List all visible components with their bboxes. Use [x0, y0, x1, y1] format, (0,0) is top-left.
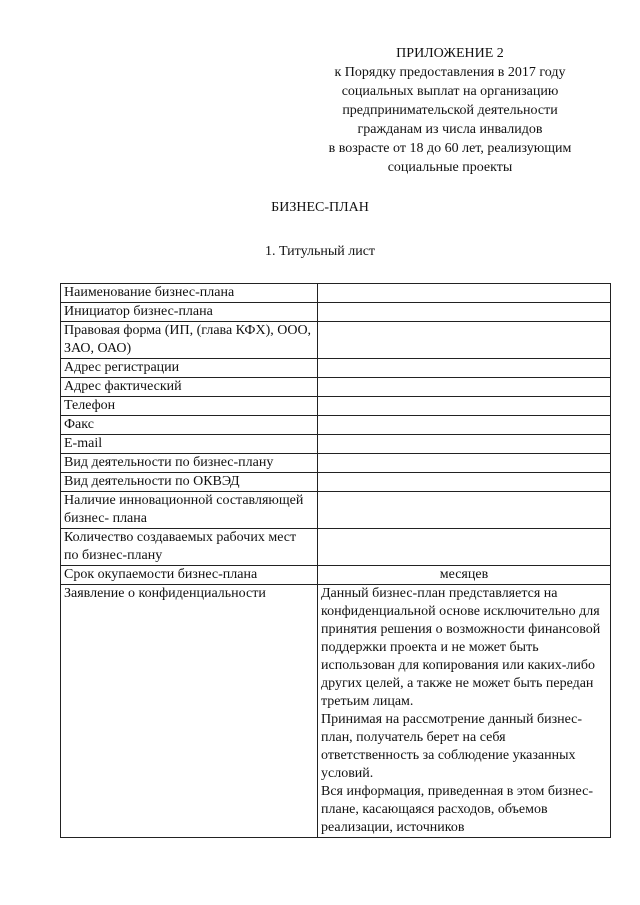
- table-row: [61, 435, 611, 454]
- confidentiality-paragraph: Вся информация, приведенная в этом бизнес- плане, касающаяся расходов, объемов реализации, источников: [321, 784, 593, 835]
- payback-unit[interactable]: месяцев: [318, 566, 611, 585]
- row-label: Количество создаваемых рабочих мест по бизнес-плану: [61, 529, 318, 566]
- row-value[interactable]: [318, 284, 611, 303]
- appendix-line: предпринимательской деятельности: [342, 103, 558, 118]
- appendix-line: в возрасте от 18 до 60 лет, реализующим: [328, 141, 572, 156]
- appendix-line: к Порядку предоставления в 2017 году: [334, 65, 566, 80]
- appendix-header: [300, 44, 600, 177]
- title-page-table: [60, 283, 611, 838]
- row-label: Телефон: [61, 397, 318, 416]
- table-row: [61, 454, 611, 473]
- row-label: Адрес регистрации: [61, 359, 318, 378]
- row-value[interactable]: [318, 416, 611, 435]
- table-row: [61, 529, 611, 566]
- table-row: [61, 473, 611, 492]
- table-row: [61, 566, 611, 585]
- row-value[interactable]: [318, 492, 611, 529]
- row-label: Наименование бизнес-плана: [61, 284, 318, 303]
- confidentiality-statement: [318, 585, 611, 838]
- row-label: Вид деятельности по ОКВЭД: [61, 473, 318, 492]
- row-value[interactable]: [318, 473, 611, 492]
- confidentiality-label: Заявление о конфиденциальности: [61, 585, 318, 838]
- section-title: 1. Титульный лист: [264, 244, 376, 259]
- table-row: [61, 416, 611, 435]
- table-row: [61, 322, 611, 359]
- row-value[interactable]: [318, 397, 611, 416]
- table-row: [61, 378, 611, 397]
- row-label: Вид деятельности по бизнес-плану: [61, 454, 318, 473]
- table-row: [61, 397, 611, 416]
- row-label: Факс: [61, 416, 318, 435]
- table-row: [61, 359, 611, 378]
- appendix-heading: ПРИЛОЖЕНИЕ 2: [396, 46, 504, 61]
- row-value[interactable]: [318, 529, 611, 566]
- document-title: БИЗНЕС-ПЛАН: [271, 200, 369, 215]
- row-value[interactable]: [318, 378, 611, 397]
- confidentiality-paragraph: Данный бизнес-план представляется на конфиденциальной основе исключительно для принятия решения о возможности финансовой поддержки проекта и не может быть использован для копирования или каких-либо других целей, а также не может быть передан третьим лицам.: [321, 586, 601, 709]
- table-row: [61, 492, 611, 529]
- row-label: Адрес фактический: [61, 378, 318, 397]
- appendix-line: гражданам из числа инвалидов: [357, 122, 543, 137]
- row-label: E-mail: [61, 435, 318, 454]
- row-label: Правовая форма (ИП, (глава КФХ), ООО, ЗАО, ОАО): [61, 322, 318, 359]
- row-value[interactable]: [318, 435, 611, 454]
- row-value[interactable]: [318, 322, 611, 359]
- row-label: Инициатор бизнес-плана: [61, 303, 318, 322]
- appendix-line: социальных выплат на организацию: [341, 84, 559, 99]
- confidentiality-row: [61, 585, 611, 838]
- table-row: [61, 284, 611, 303]
- appendix-line: социальные проекты: [387, 160, 513, 175]
- table-row: [61, 303, 611, 322]
- row-value[interactable]: [318, 359, 611, 378]
- row-value[interactable]: [318, 454, 611, 473]
- row-label: Срок окупаемости бизнес-плана: [61, 566, 318, 585]
- confidentiality-paragraph: Принимая на рассмотрение данный бизнес- план, получатель берет на себя ответственность за соблюдение указанных условий.: [321, 712, 583, 781]
- row-label: Наличие инновационной составляющей бизнес- плана: [61, 492, 318, 529]
- row-value[interactable]: [318, 303, 611, 322]
